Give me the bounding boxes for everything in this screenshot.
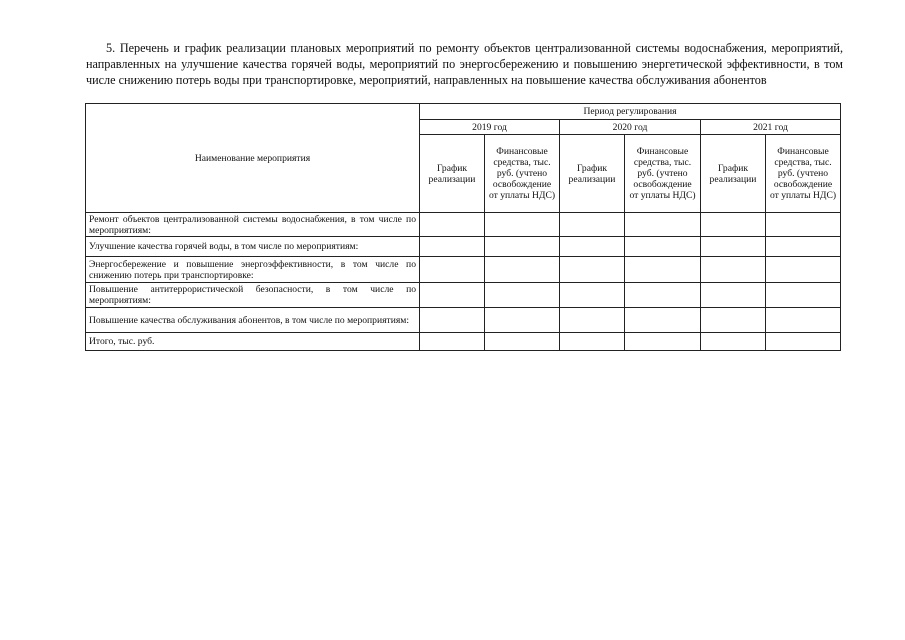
section-heading: 5. Перечень и график реализации плановых мероприятий по ремонту объектов централизованной системы водоснабжения, мероприятий, направленных на улучшение качества горячей воды, мероприятий по энергосбережению и повышению энергетической эффективности, в том числе снижению потерь воды при транспортировке, мероприятий, направленных на повышение качества обслуживания абонентов bbox=[86, 41, 843, 87]
header-schedule-2020: График реализации bbox=[560, 135, 625, 213]
row-label-service: Повышение качества обслуживания абонентов, в том числе по мероприятиям: bbox=[86, 308, 420, 333]
table-cell bbox=[485, 283, 560, 308]
table-cell bbox=[625, 213, 701, 237]
table-cell bbox=[560, 213, 625, 237]
header-schedule-2021: График реализации bbox=[701, 135, 766, 213]
table-cell bbox=[560, 308, 625, 333]
header-activity-name: Наименование мероприятия bbox=[86, 104, 420, 213]
table-cell bbox=[766, 308, 841, 333]
header-finance-2021: Финансовые средства, тыс. руб. (учтено освобождение от уплаты НДС) bbox=[766, 135, 841, 213]
table-cell bbox=[485, 308, 560, 333]
table-cell bbox=[625, 283, 701, 308]
table-cell bbox=[420, 237, 485, 257]
table-cell bbox=[701, 237, 766, 257]
table-cell bbox=[485, 213, 560, 237]
table-cell bbox=[766, 283, 841, 308]
table-row bbox=[86, 213, 841, 237]
table-cell bbox=[420, 257, 485, 283]
table-row bbox=[86, 283, 841, 308]
table-cell bbox=[701, 283, 766, 308]
header-regulation-period: Период регулирования bbox=[420, 104, 841, 120]
row-label-total: Итого, тыс. руб. bbox=[86, 333, 420, 351]
table-cell bbox=[420, 213, 485, 237]
table-cell bbox=[560, 257, 625, 283]
table-cell bbox=[485, 257, 560, 283]
table-cell bbox=[701, 257, 766, 283]
table-cell bbox=[625, 333, 701, 351]
table-cell bbox=[625, 237, 701, 257]
table-cell bbox=[420, 308, 485, 333]
header-year-2020: 2020 год bbox=[560, 120, 701, 135]
table-cell bbox=[766, 257, 841, 283]
table-cell bbox=[766, 333, 841, 351]
table-cell bbox=[560, 237, 625, 257]
table-row bbox=[86, 237, 841, 257]
table-cell bbox=[701, 213, 766, 237]
table-cell bbox=[766, 213, 841, 237]
table-cell bbox=[625, 308, 701, 333]
header-finance-2020: Финансовые средства, тыс. руб. (учтено освобождение от уплаты НДС) bbox=[625, 135, 701, 213]
row-label-security: Повышение антитеррористической безопасности, в том числе по мероприятиям: bbox=[86, 283, 420, 308]
table-cell bbox=[625, 257, 701, 283]
table-cell bbox=[560, 333, 625, 351]
header-year-2019: 2019 год bbox=[420, 120, 560, 135]
header-schedule-2019: График реализации bbox=[420, 135, 485, 213]
table-cell bbox=[420, 333, 485, 351]
row-label-energy: Энергосбережение и повышение энергоэффективности, в том числе по снижению потерь при транспортировке: bbox=[86, 257, 420, 283]
table-cell bbox=[420, 283, 485, 308]
table-cell bbox=[766, 237, 841, 257]
table-cell bbox=[485, 333, 560, 351]
header-year-2021: 2021 год bbox=[701, 120, 841, 135]
row-label-repair: Ремонт объектов централизованной системы водоснабжения, в том числе по мероприятиям: bbox=[86, 213, 420, 237]
header-finance-2019: Финансовые средства, тыс. руб. (учтено освобождение от уплаты НДС) bbox=[485, 135, 560, 213]
activities-table bbox=[85, 103, 841, 351]
table-row bbox=[86, 333, 841, 351]
table-cell bbox=[701, 333, 766, 351]
row-label-hot-water: Улучшение качества горячей воды, в том числе по мероприятиям: bbox=[86, 237, 420, 257]
table-cell bbox=[485, 237, 560, 257]
table-cell bbox=[560, 283, 625, 308]
table-row bbox=[86, 257, 841, 283]
table-cell bbox=[701, 308, 766, 333]
table-row bbox=[86, 308, 841, 333]
